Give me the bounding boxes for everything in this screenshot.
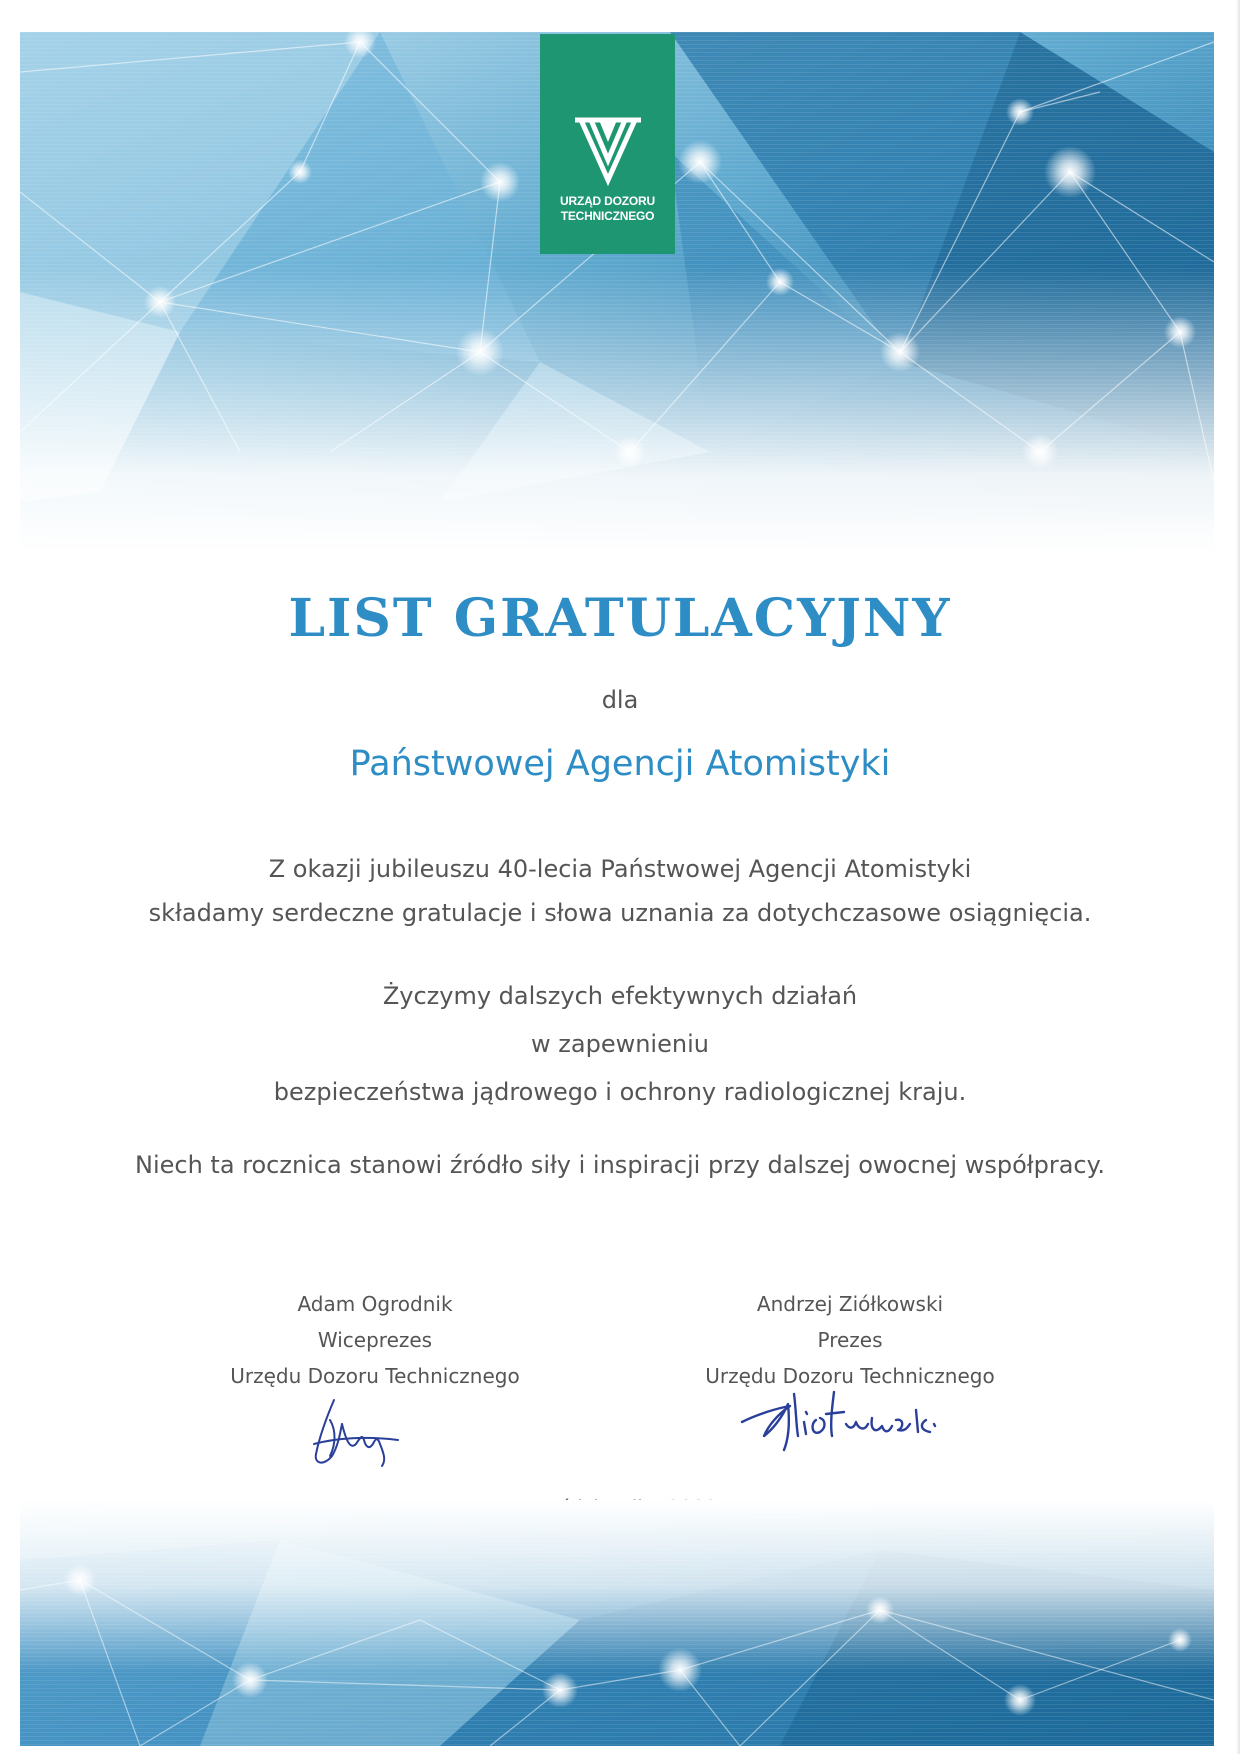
signatory-role: Prezes xyxy=(817,1328,883,1352)
wishes-paragraph xyxy=(60,972,1180,1116)
logo-text-line2: TECHNICZNEGO xyxy=(560,209,655,223)
signatory-president xyxy=(640,1286,1060,1394)
closing-paragraph: Niech ta rocznica stanowi źródło siły i inspiracji przy dalszej owocnej współpracy. xyxy=(134,1151,1106,1179)
polygon-network-background xyxy=(20,1500,1214,1746)
paragraph-line: Z okazji jubileuszu 40-lecia Państwowej Agencji Atomistyki xyxy=(268,855,972,883)
signatory-role: Wiceprezes xyxy=(317,1328,433,1352)
scan-edge xyxy=(1236,0,1240,1754)
signatory-institution: Urzędu Dozoru Technicznego xyxy=(705,1364,995,1388)
logo-text-line1: URZĄD DOZORU xyxy=(560,194,655,208)
document-title: LIST GRATULACYJNY xyxy=(288,588,952,649)
signatory-vice-president xyxy=(165,1286,585,1394)
recipient-name: Państwowej Agencji Atomistyki xyxy=(349,744,891,784)
paragraph-line: bezpieczeństwa jądrowego i ochrony radiologicznej kraju. xyxy=(273,1078,967,1106)
congratulations-paragraph xyxy=(60,847,1180,935)
handwritten-signature-left xyxy=(306,1394,416,1468)
udt-logo xyxy=(540,34,675,254)
signatory-name: Andrzej Ziółkowski xyxy=(756,1292,944,1316)
paragraph-line: w zapewnieniu xyxy=(531,1030,709,1058)
for-label: dla xyxy=(601,686,639,714)
paragraph-line: składamy serdeczne gratulacje i słowa uznania za dotychczasowe osiągnięcia. xyxy=(148,899,1092,927)
signatory-institution: Urzędu Dozoru Technicznego xyxy=(230,1364,520,1388)
logo-wordmark xyxy=(560,194,655,224)
signatory-name: Adam Ogrodnik xyxy=(297,1292,453,1316)
paragraph-line: Życzymy dalszych efektywnych działań xyxy=(382,982,858,1010)
bottom-decorative-banner xyxy=(20,1500,1214,1746)
handwritten-signature-right xyxy=(738,1384,938,1456)
udt-v-emblem-icon xyxy=(569,110,647,188)
